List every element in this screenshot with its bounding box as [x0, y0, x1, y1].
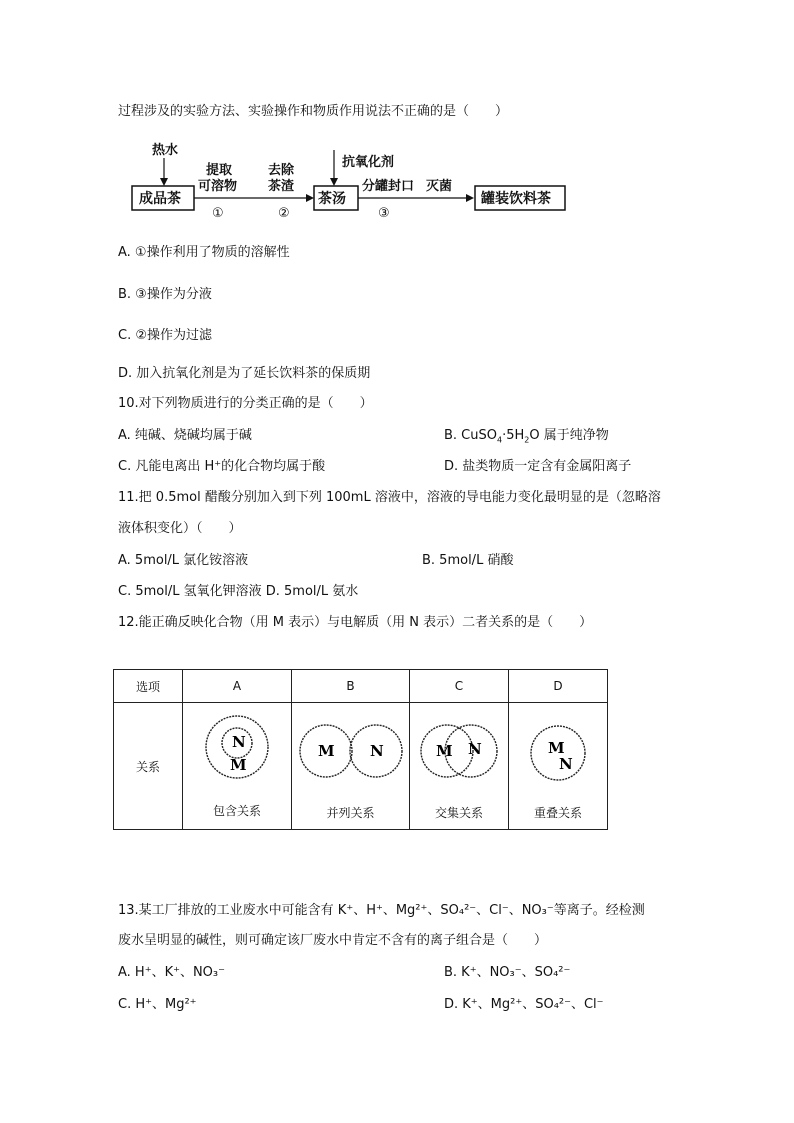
svg-text:M: M — [436, 742, 453, 760]
q9-option-c: C. ②操作为过滤 — [118, 328, 212, 343]
box-canned-tea-label: 罐装饮料茶 — [481, 191, 551, 207]
intersection-diagram — [410, 711, 508, 787]
step3-num: ③ — [378, 206, 390, 220]
q10-option-b: B. $CuSO_4\cdot 5H_2O$ 属于纯净物 — [444, 428, 609, 445]
question-intro: 过程涉及的实验方法、实验操作和物质作用说法不正确的是（ ） — [118, 104, 509, 119]
q13-option-b: B. K⁺、NO₃⁻、SO₄²⁻ — [444, 965, 571, 980]
right-arrow-icon — [466, 194, 474, 202]
relation-table — [113, 669, 608, 830]
q10-stem: 10.对下列物质进行的分类正确的是（ ） — [118, 396, 373, 411]
tea-process-diagram — [120, 140, 580, 220]
box-tea-soup-label: 茶汤 — [318, 191, 346, 207]
right-arrow-icon — [306, 194, 314, 202]
step3-top: 分罐封口 — [362, 179, 415, 194]
relation-c-label: 交集关系 — [434, 806, 483, 820]
step1-num: ① — [212, 206, 224, 220]
col-header-c: C — [410, 670, 509, 703]
cell-c — [410, 703, 509, 830]
cell-b — [292, 703, 410, 830]
q9-option-a: A. ①操作利用了物质的溶解性 — [118, 245, 290, 260]
q10-option-a: A. 纯碱、烧碱均属于碱 — [118, 428, 252, 443]
overlap-diagram — [509, 711, 607, 787]
svg-text:N: N — [232, 733, 246, 751]
cell-a — [183, 703, 292, 830]
down-arrow-icon — [330, 178, 338, 186]
step2-top2: 茶渣 — [268, 179, 295, 194]
relation-b-label: 并列关系 — [326, 806, 375, 820]
row-label: 关系 — [114, 703, 183, 830]
col-header-d: D — [509, 670, 608, 703]
q9-option-b: B. ③操作为分液 — [118, 287, 212, 302]
down-arrow-icon — [160, 178, 168, 186]
antioxidant-label: 抗氧化剂 — [342, 155, 395, 170]
svg-text:N: N — [370, 742, 384, 760]
col-header-a: A — [183, 670, 292, 703]
q10-option-c: C. 凡能电离出 H⁺的化合物均属于酸 — [118, 459, 326, 474]
q11-stem-line1: 11.把 0.5mol 醋酸分别加入到下列 100mL 溶液中，溶液的导电能力变化最明显的是（忽略溶 — [118, 490, 661, 505]
q11-option-a: A. 5mol/L 氯化铵溶液 — [118, 553, 249, 568]
q13-option-a: A. H⁺、K⁺、NO₃⁻ — [118, 965, 225, 980]
hot-water-label: 热水 — [152, 143, 179, 158]
q11-stem-line2: 液体积变化）（ ） — [118, 521, 242, 536]
svg-text:N: N — [468, 740, 482, 758]
svg-text:M: M — [548, 739, 565, 757]
q9-option-d: D. 加入抗氧化剂是为了延长饮料茶的保质期 — [118, 366, 371, 381]
step1-top2: 可溶物 — [198, 179, 238, 194]
q13-stem-line2: 废水呈明显的碱性，则可确定该厂废水中肯定不含有的离子组合是（ ） — [118, 933, 548, 948]
q13-stem-line1: 13.某工厂排放的工业废水中可能含有 K⁺、H⁺、Mg²⁺、SO₄²⁻、Cl⁻、NO₃⁻等离子。经检测 — [118, 903, 645, 918]
q13-option-c: C. H⁺、Mg²⁺ — [118, 997, 197, 1012]
svg-text:M: M — [318, 742, 335, 760]
cell-d — [509, 703, 608, 830]
svg-text:M: M — [230, 756, 247, 774]
box-finished-tea-label: 成品茶 — [139, 191, 181, 207]
q11-option-b: B. 5mol/L 硝酸 — [422, 553, 514, 568]
step2-top1: 去除 — [268, 163, 295, 178]
relation-a-label: 包含关系 — [212, 804, 261, 818]
step2-num: ② — [278, 206, 290, 220]
sterilize-label: 灭菌 — [426, 179, 453, 194]
q11-option-cd: C. 5mol/L 氢氧化钾溶液 D. 5mol/L 氨水 — [118, 584, 359, 599]
parallel-diagram — [292, 711, 409, 787]
svg-text:N: N — [559, 755, 573, 773]
q13-option-d: D. K⁺、Mg²⁺、SO₄²⁻、Cl⁻ — [444, 997, 604, 1012]
q10-option-d: D. 盐类物质一定含有金属阳离子 — [444, 459, 632, 474]
col-header-b: B — [292, 670, 410, 703]
step1-top1: 提取 — [206, 163, 233, 178]
q12-stem: 12.能正确反映化合物（用 M 表示）与电解质（用 N 表示）二者关系的是（ ） — [118, 615, 593, 630]
header-cell: 选项 — [114, 670, 183, 703]
relation-d-label: 重叠关系 — [533, 806, 582, 820]
containment-diagram — [183, 713, 291, 803]
